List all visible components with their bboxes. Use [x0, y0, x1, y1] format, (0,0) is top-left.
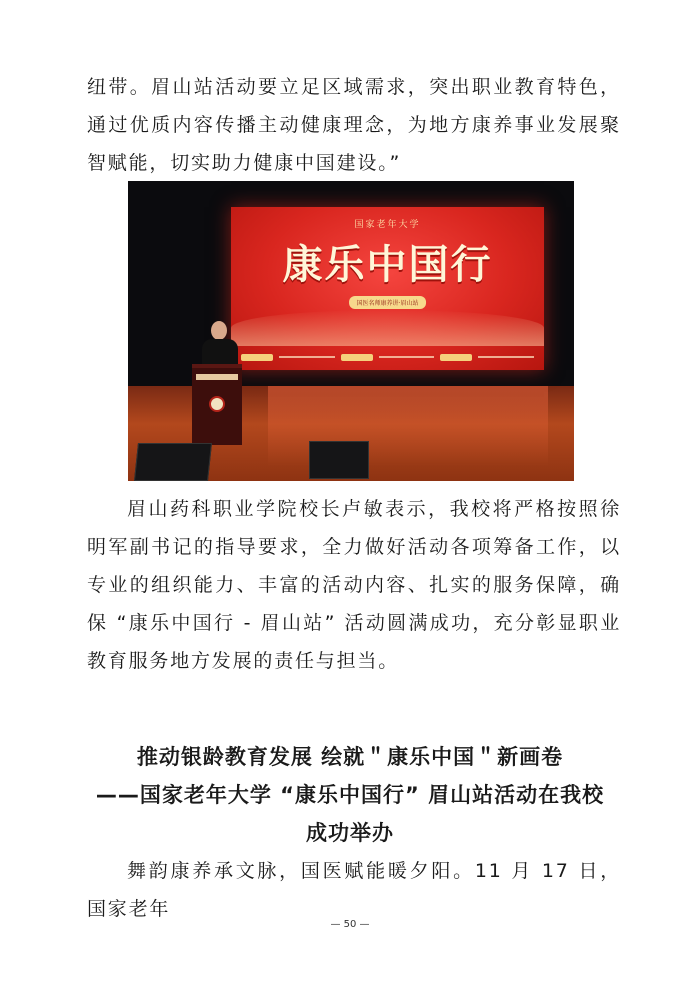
article-heading-line3: 成功举办 [306, 821, 394, 845]
screen-title: 康乐中国行 [282, 241, 493, 288]
screen-top-text: 国家老年大学 [354, 220, 421, 230]
page-number: — 50 — [330, 919, 370, 930]
led-screen [231, 207, 544, 370]
school-emblem-icon [209, 396, 225, 412]
speaker-head [211, 321, 227, 340]
screen-subtitle: 国医名师康养讲·眉山站 [349, 296, 427, 309]
event-photo [128, 181, 574, 481]
screen-organizer-bar [241, 350, 534, 364]
podium [192, 364, 242, 445]
speaker-body [202, 339, 238, 367]
paragraph-article-intro: 舞韵康养承文脉，国医赋能暖夕阳。11 月 17 日，国家老年 [87, 860, 621, 920]
article-heading-line1: 推动银龄教育发展 绘就＂康乐中国＂新画卷 [136, 745, 564, 769]
paragraph-continued: 纽带。眉山站活动要立足区域需求，突出职业教育特色，通过优质内容传播主动健康理念，为地方康养事业发展聚智赋能，切实助力健康中国建设。” [87, 76, 621, 174]
article-heading-line2: ——国家老年大学 “康乐中国行” 眉山站活动在我校 [95, 783, 605, 807]
paragraph-president-statement: 眉山药科职业学院校长卢敏表示，我校将严格按照徐明军副书记的指导要求，全力做好活动各项筹备工作，以专业的组织能力、丰富的活动内容、扎实的服务保障，确保 “康乐中国行 - 眉山站” 活动圆满成功，充分彰显职业教育服务地方发展的责任与担当。 [87, 498, 621, 672]
stage-monitor-left [134, 443, 212, 481]
stage-monitor-right [309, 441, 369, 479]
